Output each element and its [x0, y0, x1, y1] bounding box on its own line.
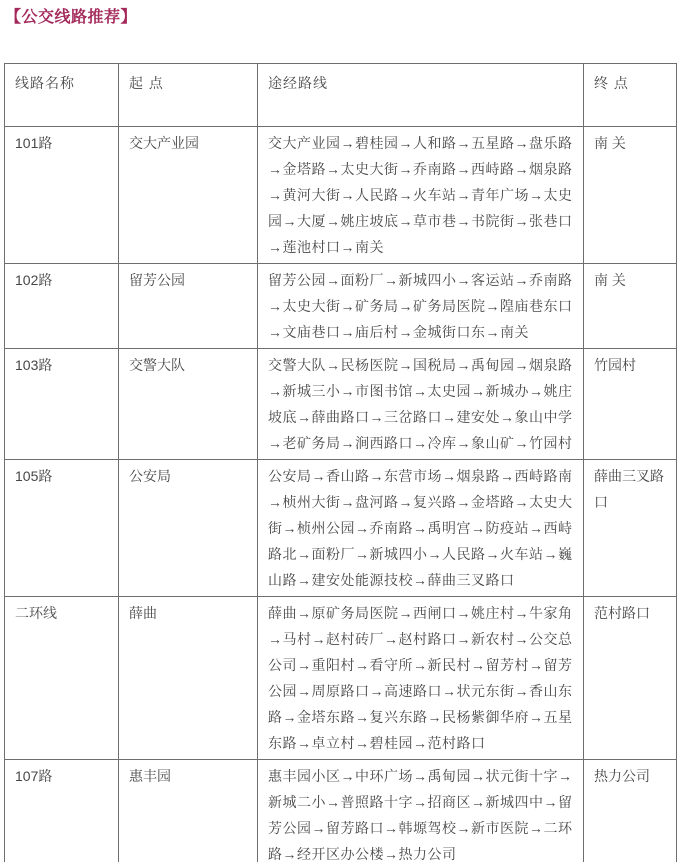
route-start: 惠丰园 — [119, 760, 258, 862]
route-start: 交大产业园 — [119, 127, 258, 264]
header-via: 途经路线 — [258, 64, 584, 127]
table-row-101 — [5, 127, 677, 264]
route-via: 薛曲→原矿务局医院→西闸口→姚庄村→牛家角→马村→赵村砖厂→赵村路口→新农村→公交总公司→重阳村→看守所→新民村→留芳村→留芳公园→周原路口→高速路口→状元东街→香山东路→金塔东路→复兴东路→民杨紫御华府→五星东路→卓立村→碧桂园→范村路口 — [258, 597, 584, 760]
route-via: 留芳公园→面粉厂→新城四小→客运站→乔南路→太史大街→矿务局→矿务局医院→隍庙巷东口→文庙巷口→庙后村→金城街口东→南关 — [258, 264, 584, 349]
route-via: 交大产业园→碧桂园→人和路→五星路→盘乐路→金塔路→太史大街→乔南路→西峙路→烟泉路→黄河大街→人民路→火车站→青年广场→太史园→大厦→姚庄坡底→草市巷→书院街→张巷口→莲池村口→南关 — [258, 127, 584, 264]
route-end: 薛曲三叉路口 — [584, 460, 677, 597]
route-start: 薛曲 — [119, 597, 258, 760]
table-body — [5, 127, 677, 862]
table-header — [5, 64, 677, 127]
bus-routes-table — [4, 63, 677, 862]
route-via: 公安局→香山路→东营市场→烟泉路→西峙路南→桢州大街→盘河路→复兴路→金塔路→太史大街→桢州公园→乔南路→禹明宫→防疫站→西峙路北→面粉厂→新城四小→人民路→火车站→巍山路→建安处能源技校→薛曲三叉路口 — [258, 460, 584, 597]
route-end: 南 关 — [584, 264, 677, 349]
route-end: 范村路口 — [584, 597, 677, 760]
route-end: 热力公司 — [584, 760, 677, 862]
route-start: 公安局 — [119, 460, 258, 597]
header-row — [5, 64, 677, 127]
table-row-103 — [5, 349, 677, 460]
route-name: 102路 — [5, 264, 119, 349]
route-start: 交警大队 — [119, 349, 258, 460]
route-start: 留芳公园 — [119, 264, 258, 349]
route-name: 103路 — [5, 349, 119, 460]
header-route-name: 线路名称 — [5, 64, 119, 127]
route-end: 南 关 — [584, 127, 677, 264]
route-end: 竹园村 — [584, 349, 677, 460]
route-name: 105路 — [5, 460, 119, 597]
header-start: 起 点 — [119, 64, 258, 127]
route-name: 107路 — [5, 760, 119, 862]
route-via: 惠丰园小区→中环广场→禹甸园→状元街十字→新城二小→普照路十字→招商区→新城四中→留芳公园→留芳路口→韩塬驾校→新市医院→二环路→经开区办公楼→热力公司 — [258, 760, 584, 862]
route-via: 交警大队→民杨医院→国税局→禹甸园→烟泉路→新城三小→市图书馆→太史园→新城办→姚庄坡底→薛曲路口→三岔路口→建安处→象山中学→老矿务局→涧西路口→冷库→象山矿→竹园村 — [258, 349, 584, 460]
table-row-102 — [5, 264, 677, 349]
page-title: 【公交线路推荐】 — [5, 9, 138, 26]
route-name: 二环线 — [5, 597, 119, 760]
table-row-105 — [5, 460, 677, 597]
route-name: 101路 — [5, 127, 119, 264]
header-end: 终 点 — [584, 64, 677, 127]
table-row-erhuanxian — [5, 597, 677, 760]
table-row-107 — [5, 760, 677, 862]
